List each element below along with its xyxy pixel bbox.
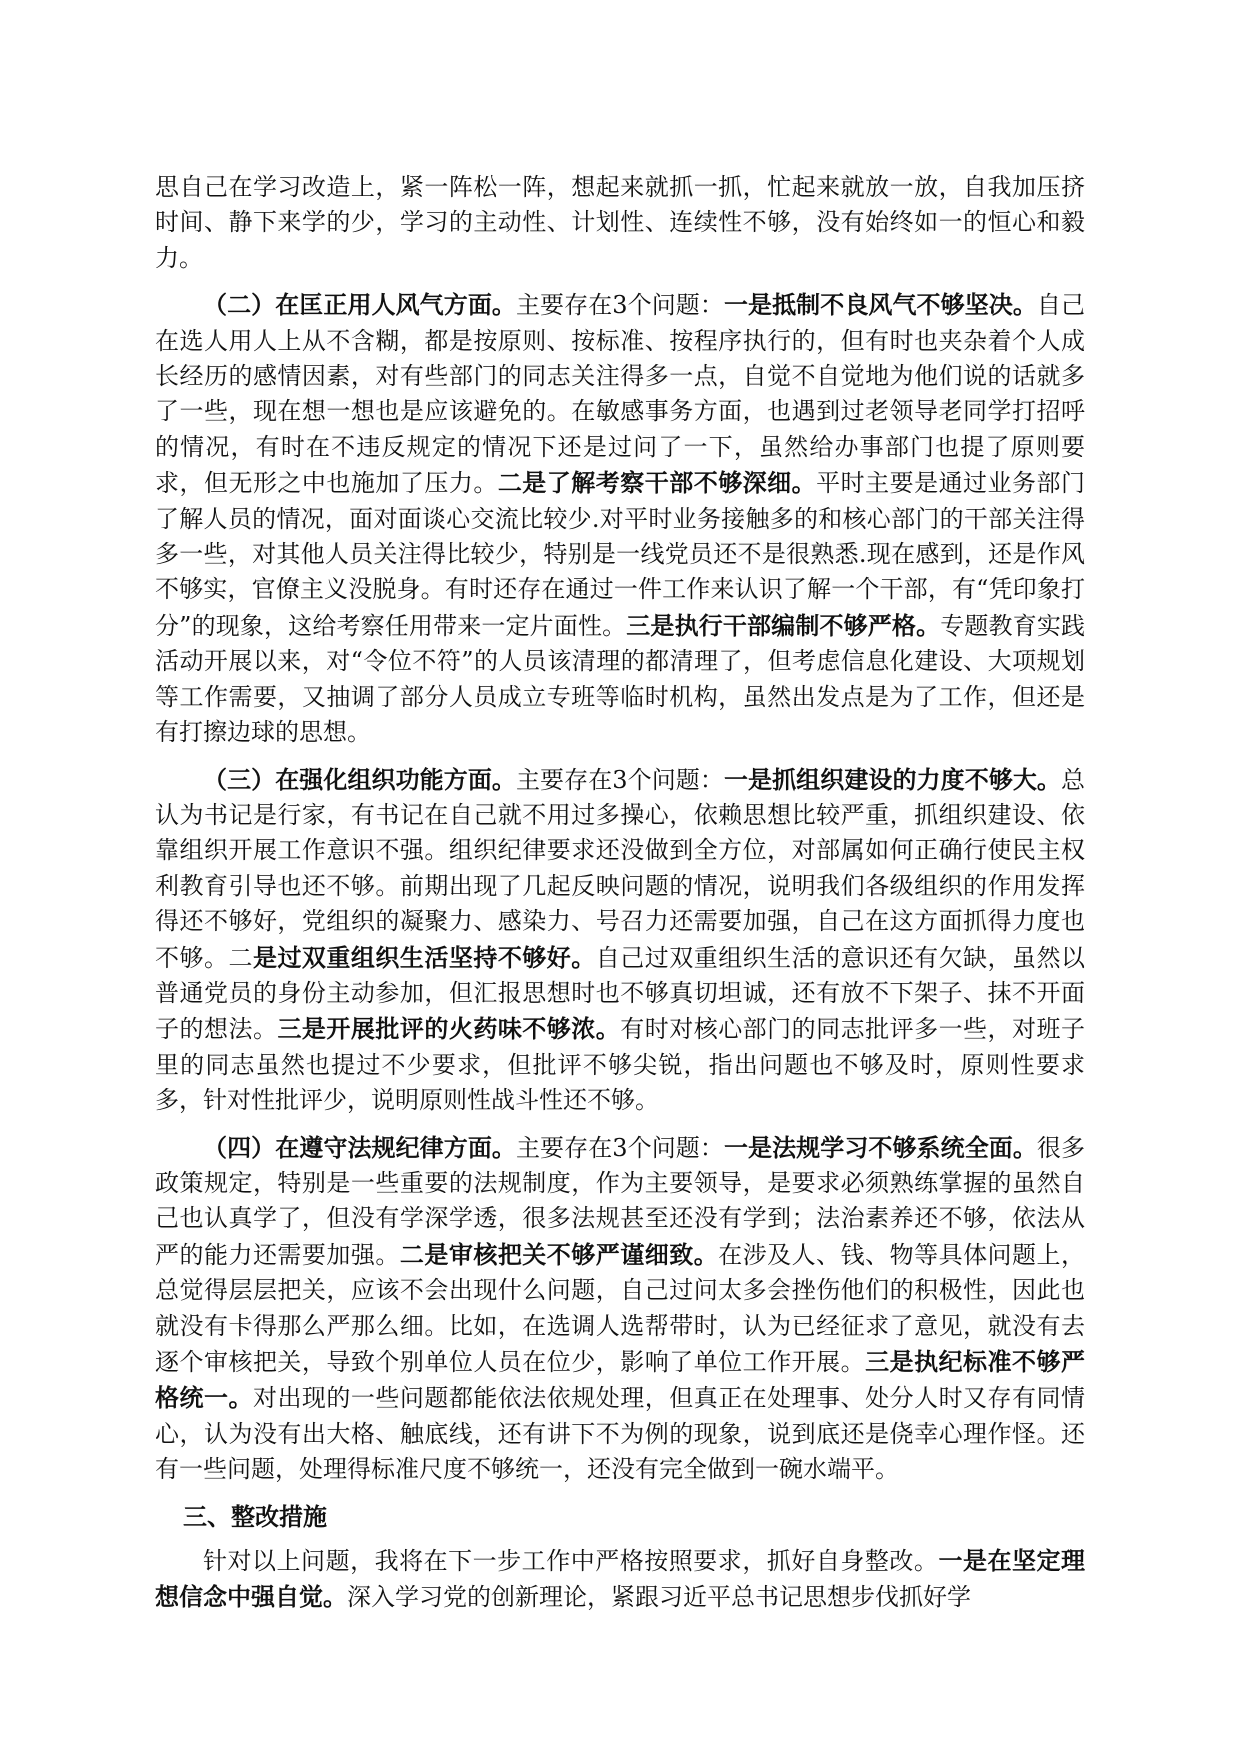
text-run: 总认为书记是行家，有书记在自己就不用过多操心，依赖思想比较严重，抓组织建设、依靠组织开展工作意识不强。组织纪律要求还没做到全方位，对部属如何正确行使民主权利教育引导也还不够。前期出现了几起反映问题的情况，说明我们各级组织的作用发挥得还不够好，党组织的凝聚力、感染力、号召力还需要加强，自己在这方面抓得力度也不够。二 [155, 765, 1085, 972]
text-run: 很多政策规定，特别是一些重要的法规制度，作为主要领导，是要求必须熟练掌握的虽然自己也认真学了，但没有学深学透，很多法规甚至还没有学到；法治素养还不够，依法从严的能力还需要加强。 [155, 1133, 1085, 1269]
document-page [155, 170, 1085, 1627]
text-run: 专题教育实践活动开展以来，对“令位不符”的人员该清理的都清理了，但考虑信息化建设、大项规划等工作需要，又抽调了部分人员成立专班等临时机构，虽然出发点是为了工作，但还是有打擦边球的思想。 [155, 611, 1086, 747]
section-title-rectification [155, 1499, 1085, 1535]
text-run: 对出现的一些问题都能依法依规处理，但真正在处理事、处分人时又存有同情心，认为没有出大格、触底线，还有讲下不为例的现象，说到底还是侥幸心理作怪。还有一些问题，处理得标准尺度不够统一，还没有完全做到一碗水端平。 [155, 1384, 1086, 1484]
issue-heading: 一是抵制不良风气不够坚决。 [723, 290, 1037, 320]
issue-heading: 二是了解考察干部不够深细。 [497, 468, 817, 498]
issue-heading: 二是审核把关不够严谨细致。 [399, 1239, 719, 1269]
issue-heading: 三是开展批评的火药味不够浓。 [277, 1014, 621, 1044]
paragraph-regulations-discipline [155, 1130, 1085, 1488]
paragraph-organization-function [155, 762, 1085, 1119]
text-run: 主要存在3个问题： [515, 1133, 724, 1162]
issue-heading: 三是执行干部编制不够严格。 [626, 610, 941, 640]
text-run: 主要存在3个问题： [515, 765, 724, 794]
text-run: 在涉及人、钱、物等具体问题上，总觉得层层把关，应该不会出现什么问题，自己过问太多会挫伤他们的积极性，因此也就没有卡得那么严那么细。比如，在选调人选帮带时，认为已经征求了意见，就没有去逐个审核把关，导致个别单位人员在位少，影响了单位工作开展。 [155, 1240, 1086, 1376]
text-run: 平时主要是通过业务部门了解人员的情况，面对面谈心交流比较少.对平时业务接触多的和核心部门的干部关注得多一些，对其他人员关注得比较少，特别是一线党员还不是很熟悉.现在感到，还是作风不够实，官僚主义没脱身。有时还存在通过一件工作来认识了解一个干部，有“凭印象打分”的现象，这给考察任用带来一定片面性。 [155, 469, 1086, 640]
issue-heading: 一是法规学习不够系统全面。 [723, 1132, 1037, 1162]
text-run: 针对以上问题，我将在下一步工作中严格按照要求，抓好自身整改。 [203, 1547, 939, 1576]
text-run: 思自己在学习改造上，紧一阵松一阵，想起来就抓一抓，忙起来就放一放，自我加压挤时间、静下来学的少，学习的主动性、计划性、连续性不够，没有始终如一的恒心和毅力。 [155, 173, 1085, 272]
paragraph-study-reflection [155, 170, 1085, 276]
section-heading-organization: （三）在强化组织功能方面。 [203, 764, 516, 794]
text-run: 主要存在3个问题： [515, 291, 724, 320]
measure-heading: 一是在坚定理想信念中强自觉。 [155, 1546, 1086, 1612]
text-run: 深入学习党的创新理论，紧跟习近平总书记思想步伐抓好学 [347, 1583, 971, 1612]
text-run: 自己过双重组织生活的意识还有欠缺，虽然以普通党员的身份主动参加，但汇报思想时也不够真切坦诚，还有放不下架子、抹不开面子的想法。 [155, 943, 1086, 1044]
paragraph-personnel-practices [155, 287, 1085, 750]
issue-heading: 是过双重组织生活坚持不够好。 [252, 942, 596, 972]
issue-heading: 三是执纪标准不够严格统一。 [155, 1347, 1086, 1413]
paragraph-rectification-measures [155, 1543, 1085, 1616]
text-run: 自己在选人用人上从不含糊，都是按原则、按标准、按程序执行的，但有时也夹杂着个人成长经历的感情因素，对有些部门的同志关注得多一点，自觉不自觉地为他们说的话就多了一些，现在想一想也是应该避免的。在敏感事务方面，也遇到过老领导老同学打招呼的情况，有时在不违反规定的情况下还是过问了一下，虽然给办事部门也提了原则要求，但无形之中也施加了压力。 [155, 291, 1085, 498]
text-run: 有时对核心部门的同志批评多一些，对班子里的同志虽然也提过不少要求，但批评不够尖锐，指出问题也不够及时，原则性要求多，针对性批评少，说明原则性战斗性还不够。 [155, 1015, 1086, 1115]
section-title-text: 三、整改措施 [183, 1501, 327, 1531]
issue-heading: 一是抓组织建设的力度不够大。 [723, 764, 1061, 794]
section-heading-regulations: （四）在遵守法规纪律方面。 [203, 1132, 516, 1162]
section-heading-personnel: （二）在匡正用人风气方面。 [203, 290, 516, 320]
